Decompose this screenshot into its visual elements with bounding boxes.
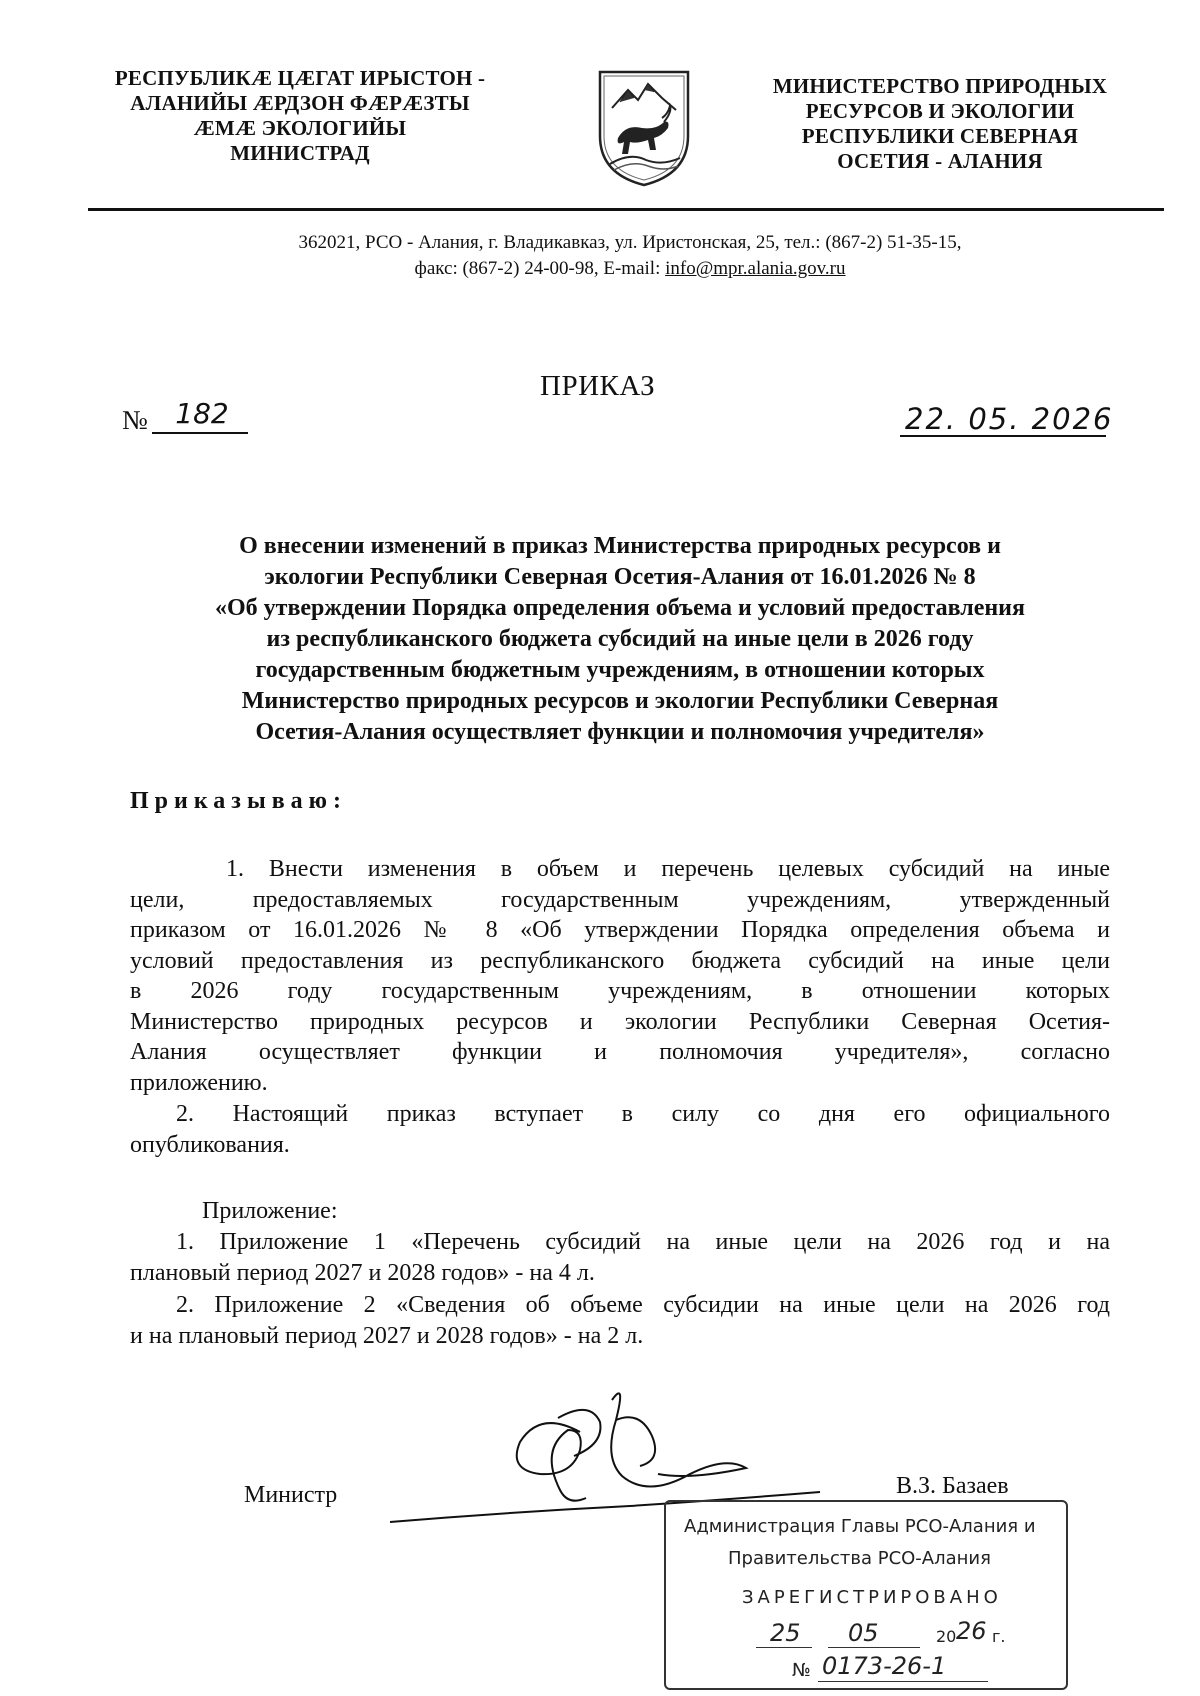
appendix-line: и на плановый период 2027 и 2028 годов» - на 2 л.	[130, 1322, 644, 1349]
paragraph-line: в 2026 году государственным учреждениям, в отношении которых	[130, 978, 1110, 1004]
title-line: О внесении изменений в приказ Министерства природных ресурсов и	[239, 533, 1001, 559]
header-right-block	[740, 74, 1140, 174]
order-number-underline	[152, 432, 248, 434]
stamp-line-1: Администрация Главы РСО-Алания и	[684, 1516, 1036, 1537]
stamp-date-day: 25	[770, 1619, 801, 1647]
stamp-date-month: 05	[848, 1619, 879, 1647]
address-fax: факс: (867-2) 24-00-98, E-mail:	[414, 258, 666, 279]
header-left-block	[100, 66, 500, 166]
stamp-date-year-prefix: 20	[936, 1627, 957, 1646]
stamp-month-underline	[828, 1647, 920, 1648]
order-type: ПРИКАЗ	[540, 370, 656, 402]
email-link[interactable]: info@mpr.alania.gov.ru	[665, 258, 846, 279]
appendix-line: 2. Приложение 2 «Сведения об объеме субсидии на иные цели на 2026 год	[176, 1292, 1110, 1318]
appendix-item-1	[130, 1227, 1110, 1288]
header-right-line: ОСЕТИЯ - АЛАНИЯ	[837, 149, 1043, 173]
appendix-item-2	[130, 1290, 1110, 1351]
paragraph-line: Алания осуществляет функции и полномочия учредителя», согласно	[130, 1039, 1110, 1065]
paragraph-line: приложению.	[130, 1069, 268, 1096]
header-left-line: ӔМӔ ЭКОЛОГИЙЫ	[193, 116, 407, 140]
coat-of-arms-leopard-icon	[590, 66, 698, 188]
header-right-line: РЕСПУБЛИКИ СЕВЕРНАЯ	[801, 124, 1079, 148]
order-date: 22. 05. 2026	[905, 402, 1114, 436]
paragraph-line: 2. Настоящий приказ вступает в силу со дня его официального	[176, 1101, 1110, 1127]
appendix-label: Приложение:	[202, 1198, 338, 1224]
paragraph-line: Министерство природных ресурсов и экологии Республики Северная Осетия-	[130, 1008, 1110, 1035]
stamp-number-row	[792, 1654, 1032, 1684]
appendix-line: плановый период 2027 и 2028 годов» - на 4 л.	[130, 1259, 595, 1286]
order-word: Приказываю:	[130, 788, 347, 814]
header-divider	[88, 208, 1164, 211]
header-right-line: РЕСУРСОВ И ЭКОЛОГИИ	[805, 99, 1075, 123]
paragraph-line: 1. Внести изменения в объем и перечень целевых субсидий на иные	[226, 856, 1110, 882]
title-line: Министерство природных ресурсов и экологии Республики Северная	[241, 688, 999, 714]
signatory-position: Министр	[244, 1482, 338, 1508]
address-line-1: 362021, РСО - Алания, г. Владикавказ, ул. Иристонская, 25, тел.: (867-2) 51-35-15,	[298, 232, 962, 253]
stamp-date-year-suffix: г.	[992, 1627, 1006, 1646]
title-line: Осетия-Алания осуществляет функции и полномочия учредителя»	[255, 719, 985, 745]
paragraph-line: опубликования.	[130, 1131, 290, 1158]
appendix-line: 1. Приложение 1 «Перечень субсидий на иные цели на 2026 год и на	[176, 1229, 1110, 1255]
title-line: экологии Республики Северная Осетия-Алания от 16.01.2026 № 8	[264, 564, 976, 590]
paragraph-1	[130, 854, 1110, 1098]
registration-stamp	[664, 1500, 1068, 1690]
stamp-status: ЗАРЕГИСТРИРОВАНО	[742, 1587, 1002, 1608]
stamp-number: 0173-26-1	[822, 1652, 947, 1680]
address-line-2	[100, 256, 1160, 282]
title-line: из республиканского бюджета субсидий на иные цели в 2026 году	[266, 626, 974, 652]
order-title	[100, 531, 1140, 748]
address-block	[100, 230, 1160, 282]
order-number: 182	[175, 397, 229, 430]
paragraph-line: приказом от 16.01.2026 № 8 «Об утверждении Порядка определения объема и	[130, 917, 1110, 943]
stamp-date-row	[756, 1617, 1036, 1651]
order-date-underline	[900, 435, 1106, 437]
header-left-line: МИНИСТРАД	[230, 141, 370, 165]
header-left-line: РЕСПУБЛИКӔ ЦӔГАТ ИРЫСТОН -	[114, 66, 486, 90]
header-left-line: АЛАНИЙЫ ӔРДЗОН ФӔРӔЗТЫ	[130, 91, 470, 115]
signatory-name: В.З. Базаев	[896, 1473, 1009, 1499]
order-number-prefix: №	[122, 405, 148, 435]
stamp-number-prefix: №	[792, 1660, 811, 1681]
paragraph-line: цели, предоставляемых государственным учреждениям, утвержденный	[130, 886, 1110, 913]
paragraph-line: условий предоставления из республиканского бюджета субсидий на иные цели	[130, 947, 1110, 974]
title-line: государственным бюджетным учреждениям, в отношении которых	[255, 657, 985, 683]
header-right-line: МИНИСТЕРСТВО ПРИРОДНЫХ	[772, 74, 1108, 98]
stamp-line-2: Правительства РСО-Алания	[728, 1548, 991, 1569]
stamp-date-year: 26	[956, 1617, 987, 1645]
paragraph-2	[130, 1099, 1110, 1160]
title-line: «Об утверждении Порядка определения объема и условий предоставления	[214, 595, 1025, 621]
stamp-number-underline	[818, 1681, 988, 1682]
stamp-day-underline	[756, 1647, 812, 1648]
